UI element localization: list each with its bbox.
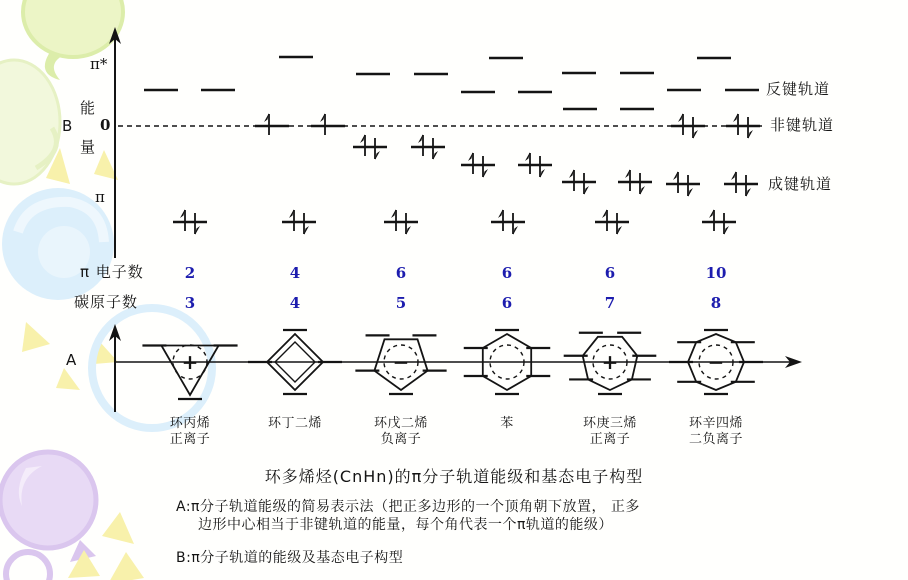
axis-b-label: B: [62, 117, 74, 135]
pi-star-label: π*: [90, 55, 108, 73]
molecule-label-col5-line1: 环庚三烯: [582, 416, 637, 431]
molecule-label-col5-line2: 正离子: [589, 432, 631, 447]
charge-symbol: +: [181, 350, 199, 374]
molecule-label-col2-line1: 环丁二烯: [267, 416, 322, 431]
nonbonding-orbital-label: 非键轨道: [770, 116, 835, 134]
pi-electron-count-col6: 10: [705, 264, 727, 282]
carbon-row-label: 碳原子数: [74, 293, 139, 311]
charge-symbol: −: [707, 350, 725, 374]
pi-label: π: [95, 188, 105, 206]
pi-electron-row-label: π 电子数: [80, 263, 144, 281]
note-a-line2: 边形中心相当于非键轨道的能量，每个角代表一个π轨道的能级）: [198, 517, 613, 533]
molecule-label-col6-line2: 二负离子: [688, 432, 743, 447]
molecule-label-col6-line1: 环辛四烯: [688, 416, 743, 431]
pi-electron-count-col4: 6: [501, 264, 513, 282]
axis-a-label: A: [66, 351, 78, 369]
pi-electron-count-col3: 6: [395, 264, 407, 282]
pi-electron-count-col5: 6: [604, 264, 616, 282]
molecule-label-col1-line2: 正离子: [169, 432, 211, 447]
carbon-count-col6: 8: [710, 294, 722, 312]
carbon-count-col3: 5: [395, 294, 407, 312]
carbon-count-col1: 3: [184, 294, 196, 312]
diagram-title: 环多烯烃(CnHn)的π分子轨道能级和基态电子构型: [264, 467, 644, 486]
pi-electron-count-col2: 4: [289, 264, 301, 282]
bonding-orbital-label: 成键轨道: [768, 175, 833, 193]
energy-char-top: 能: [80, 99, 97, 117]
charge-symbol: +: [601, 350, 619, 374]
molecule-label-col1-line1: 环丙烯: [169, 416, 211, 431]
molecule-label-col3-line1: 环戊二烯: [373, 416, 428, 431]
energy-char-bottom: 量: [80, 138, 97, 156]
carbon-count-col2: 4: [289, 294, 301, 312]
antibonding-orbital-label: 反键轨道: [766, 80, 831, 98]
carbon-count-col5: 7: [604, 294, 616, 312]
zero-label: 0: [100, 116, 111, 134]
charge-symbol: −: [392, 350, 410, 374]
pi-electron-count-col1: 2: [184, 264, 196, 282]
molecule-label-col4-line1: 苯: [500, 416, 514, 431]
molecule-label-col3-line2: 负离子: [380, 432, 422, 447]
note-b-line: B:π分子轨道的能级及基态电子构型: [176, 550, 404, 566]
carbon-count-col4: 6: [501, 294, 513, 312]
note-a-line1: A:π分子轨道能级的简易表示法（把正多边形的一个顶角朝下放置， 正多: [176, 499, 640, 515]
